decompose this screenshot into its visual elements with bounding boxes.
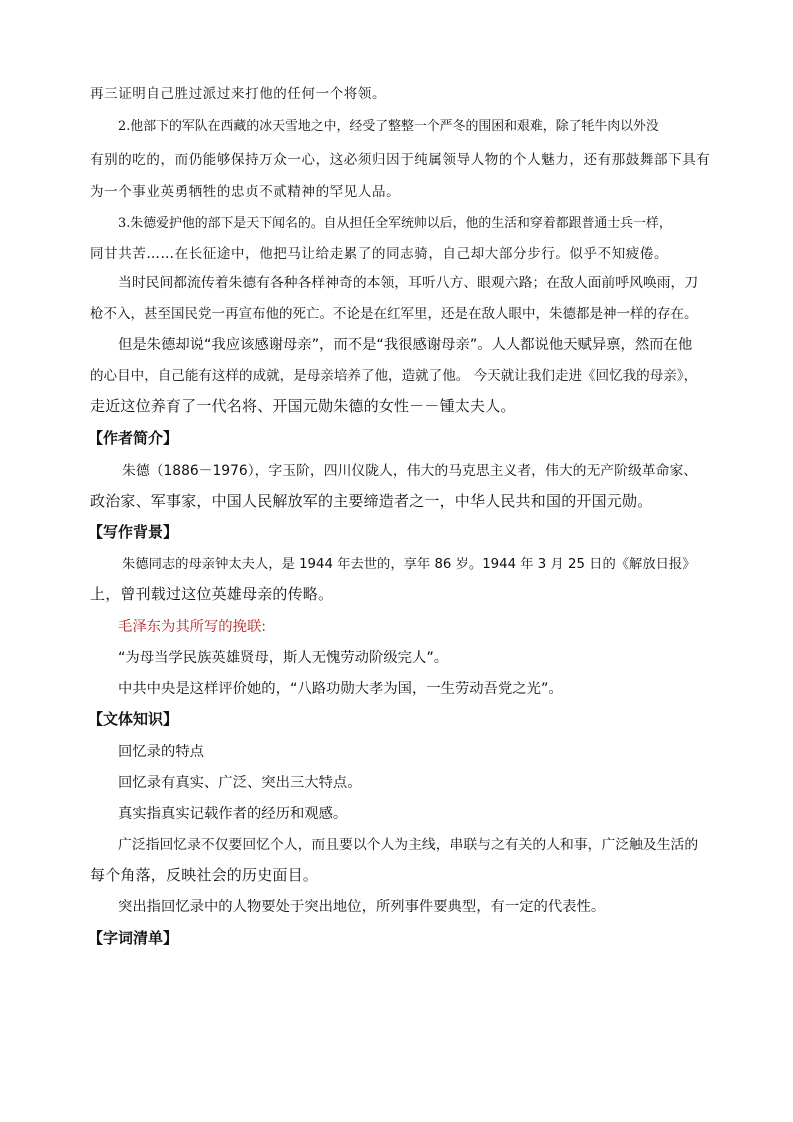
genre-line: 广泛指回忆录不仅要回忆个人，而且要以个人为主线，串联与之有关的人和事，广泛触及生活的: [118, 837, 699, 853]
genre-line: 回忆录的特点: [118, 744, 204, 760]
mao-couplet-label: 毛泽东为其所写的挽联:: [118, 619, 267, 635]
genre-line: 回忆录有真实、广泛、突出三大特点。: [118, 775, 362, 791]
quote-line: 为一个事业英勇牺牲的忠贞不贰精神的罕见人品。: [90, 184, 401, 200]
section-heading-background: 【写作背景】: [88, 523, 179, 541]
quote-line: 3.朱德爱护他的部下是天下闻名的。自从担任全军统帅以后，他的生活和穿着都跟普通士兵一样，: [118, 216, 672, 231]
intro-line: 枪不入，甚至国民党一再宣布他的死亡。不论是在红军里，还是在敌人眼中，朱德都是神一样的存在。: [90, 306, 698, 322]
genre-line: 每个角落，反映社会的历史面目。: [90, 866, 319, 884]
quote-line: 2.他部下的军队在西藏的冰天雪地之中，经受了整整一个严冬的围困和艰难，除了牦牛肉以外没: [118, 119, 659, 134]
intro-line: 走近这位养育了一代名将、开国元勋朱德的女性－－锺太夫人。: [90, 397, 516, 415]
quote-line: 同甘共苦……在长征途中，他把马让给走累了的同志骑，自己却大部分步行。似乎不知疲倦。: [90, 246, 669, 262]
intro-line: 的心目中，自己能有这样的成就，是母亲培养了他，造就了他。 今天就让我们走进《回忆我的母亲》，: [90, 368, 698, 384]
quote-line: 有别的吃的，而仍能够保持万众一心，这必须归因于纯属领导人物的个人魅力，还有那鼓舞部下具有: [90, 152, 711, 168]
section-heading-words: 【字词清单】: [88, 929, 179, 947]
quote-line: 再三证明自己胜过派过来打他的任何一个将领。: [90, 86, 387, 102]
couplet-text: “为母当学民族英雄贤母，斯人无愧劳动阶级完人”。: [118, 650, 449, 666]
section-heading-author: 【作者简介】: [88, 429, 179, 447]
background-line: 朱德同志的母亲钟太夫人，是 1944 年去世的，享年 86 岁。1944 年 3 月 25 日的《解放日报》: [122, 557, 696, 572]
genre-line: 真实指真实记载作者的经历和观感。: [118, 806, 348, 822]
intro-line: 当时民间都流传着朱德有各种各样神奇的本领，耳听八方、眼观六路；在敌人面前呼风唤雨，刀: [118, 275, 699, 291]
author-line: 政治家、军事家，中国人民解放军的主要缔造者之一，中华人民共和国的开国元勋。: [90, 492, 653, 510]
author-line: 朱德（1886－1976），字玉阶，四川仪陇人，伟大的马克思主义者，伟大的无产阶级革命家、: [122, 463, 698, 479]
genre-line: 突出指回忆录中的人物要处于突出地位，所列事件要典型，有一定的代表性。: [118, 899, 606, 915]
ccp-evaluation: 中共中央是这样评价她的，“八路功勋大孝为国，一生劳动吾党之光”。: [118, 681, 563, 697]
section-heading-genre: 【文体知识】: [88, 710, 179, 728]
background-line: 上，曾刊载过这位英雄母亲的传略。: [90, 585, 334, 603]
intro-line: 但是朱德却说“我应该感谢母亲”，而不是“我很感谢母亲”。人人都说他天赋异禀，然而在他: [118, 337, 693, 353]
